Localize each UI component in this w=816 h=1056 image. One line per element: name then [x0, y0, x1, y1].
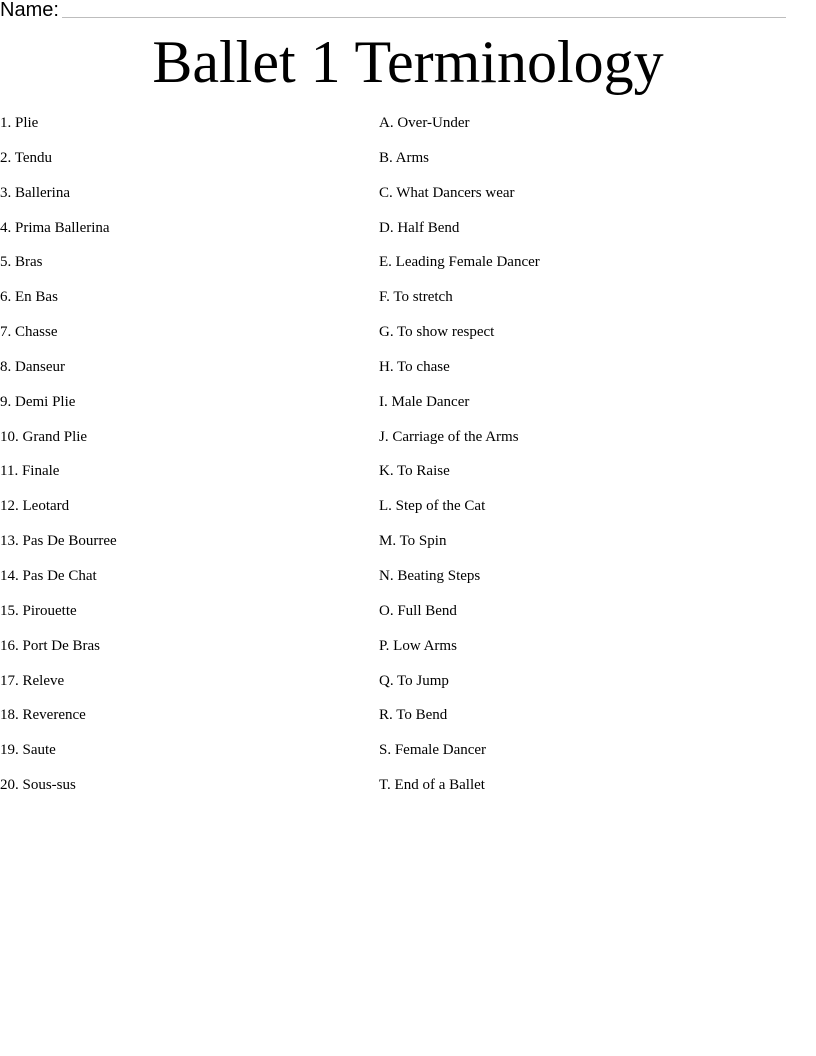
term-item: 9. Demi Plie [0, 393, 76, 410]
term-item: 5. Bras [0, 254, 43, 271]
term-item: 18. Reverence [0, 707, 86, 724]
definition-item: E. Leading Female Dancer [379, 254, 540, 271]
definition-item: C. What Dancers wear [379, 184, 515, 201]
definition-item: M. To Spin [379, 533, 447, 550]
term-item: 11. Finale [0, 463, 60, 480]
definition-item: L. Step of the Cat [379, 498, 486, 515]
definition-item: K. To Raise [379, 463, 450, 480]
term-item: 19. Saute [0, 742, 56, 759]
term-item: 15. Pirouette [0, 602, 77, 619]
term-item: 14. Pas De Chat [0, 567, 97, 584]
name-underline[interactable] [62, 17, 786, 18]
terms-list [0, 112, 360, 809]
definition-item: D. Half Bend [379, 219, 460, 236]
definition-item: R. To Bend [379, 707, 448, 724]
term-item: 2. Tendu [0, 149, 53, 166]
term-item: 3. Ballerina [0, 184, 70, 201]
definition-item: I. Male Dancer [379, 393, 470, 410]
definition-item: T. End of a Ballet [379, 777, 485, 794]
definition-item: B. Arms [379, 149, 430, 166]
term-item: 8. Danseur [0, 358, 65, 375]
term-item: 12. Leotard [0, 498, 70, 515]
definition-item: S. Female Dancer [379, 742, 487, 759]
definition-item: N. Beating Steps [379, 567, 481, 584]
definition-item: P. Low Arms [379, 637, 457, 654]
definition-item: H. To chase [379, 358, 450, 375]
definition-item: O. Full Bend [379, 602, 457, 619]
term-item: 16. Port De Bras [0, 637, 100, 654]
definition-item: G. To show respect [379, 324, 495, 341]
name-line [0, 0, 790, 22]
definition-item: F. To stretch [379, 289, 453, 306]
term-item: 20. Sous-sus [0, 777, 76, 794]
page-title: Ballet 1 Terminology [152, 29, 664, 95]
term-item: 7. Chasse [0, 324, 58, 341]
name-label: Name: [0, 0, 59, 21]
definition-item: A. Over-Under [379, 115, 470, 131]
definition-item: J. Carriage of the Arms [379, 428, 519, 445]
term-item: 6. En Bas [0, 289, 58, 306]
definition-item: Q. To Jump [379, 672, 449, 689]
term-item: 10. Grand Plie [0, 428, 88, 445]
term-item: 13. Pas De Bourree [0, 533, 117, 550]
term-item: 4. Prima Ballerina [0, 219, 110, 236]
definitions-list [379, 112, 799, 809]
term-item: 17. Releve [0, 672, 65, 689]
term-item: 1. Plie [0, 115, 39, 131]
